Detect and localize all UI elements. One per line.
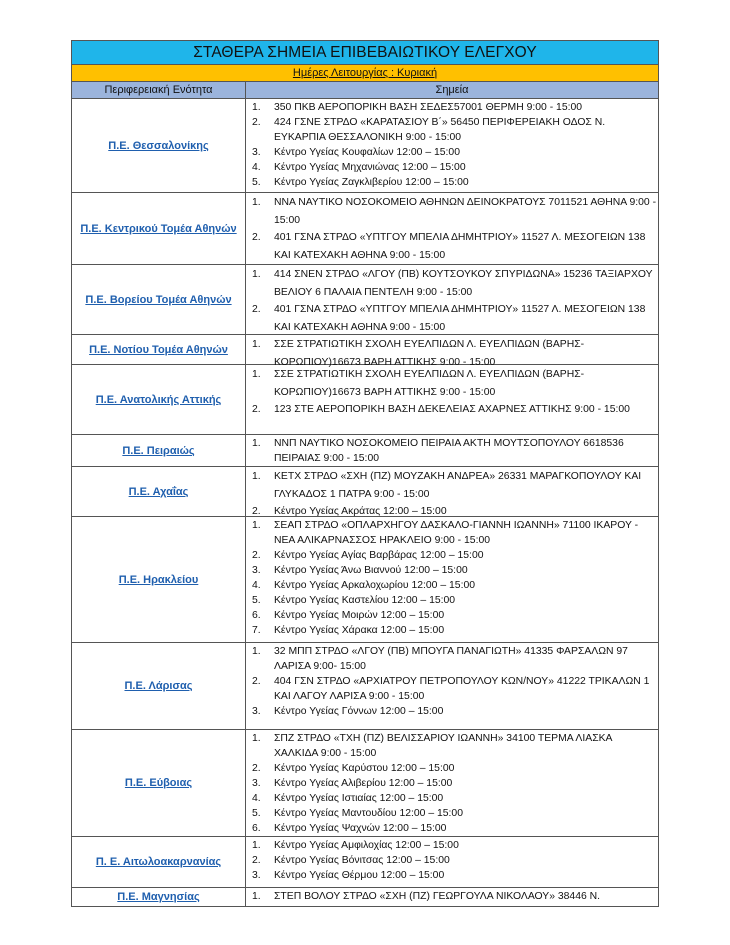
item-number: 1.: [252, 269, 261, 280]
points-list: [246, 193, 658, 264]
region-link[interactable]: Π.Ε. Ηρακλείου: [72, 517, 246, 642]
list-item: [252, 791, 658, 806]
item-text: ΝΝΠ ΝΑΥΤΙΚΟ ΝΟΣΟΚΟΜΕΙΟ ΠΕΙΡΑΙΑ ΑΚΤΗ ΜΟΥΤΣΟΠΟΥΛΟΥ 6618536 ΠΕΙΡΑΙΑΣ 9:00 - 15:00: [274, 438, 624, 464]
list-item: [252, 115, 658, 145]
item-text: Κέντρο Υγείας Ζαγκλιβερίου 12:00 – 15:00: [274, 177, 469, 188]
list-item: [252, 563, 658, 578]
item-text: ΣΕΑΠ ΣΤΡΔΟ «ΟΠΛΑΡΧΗΓΟΥ ΔΑΣΚΑΛΟ-ΓΙΑΝΝΗ ΙΩΑΝΝΗ» 71100 ΙΚΑΡΟΥ - ΝΕΑ ΑΛΙΚΑΡΝΑΣΣΟΣ ΗΡΑΚΛΕΙΟ 9:00 - 15:00: [274, 520, 639, 546]
item-number: 7.: [252, 625, 261, 636]
table-body: [72, 99, 658, 906]
region-link[interactable]: Π.Ε. Βορείου Τομέα Αθηνών: [72, 265, 246, 334]
points-list: [246, 517, 658, 642]
item-text: Κέντρο Υγείας Αλιβερίου 12:00 – 15:00: [274, 778, 453, 789]
points-list: [246, 643, 658, 729]
region-link[interactable]: Π.Ε. Λάρισας: [72, 643, 246, 729]
table-row: [72, 435, 658, 467]
points-list: [246, 730, 658, 836]
operating-days: Ημέρες Λειτουργίας : Κυριακή: [72, 65, 658, 82]
list-item: [252, 145, 658, 160]
points-list: [246, 435, 658, 466]
item-text: Κέντρο Υγείας Ιστιαίας 12:00 – 15:00: [274, 793, 444, 804]
item-text: ΣΤΕΠ ΒΟΛΟΥ ΣΤΡΔΟ «ΣΧΗ (ΠΖ) ΓΕΩΡΓΟΥΛΑ ΝΙΚΟΛΑΟΥ» 38446 Ν.: [274, 891, 601, 902]
item-text: Κέντρο Υγείας Θέρμου 12:00 – 15:00: [274, 870, 445, 881]
item-number: 4.: [252, 162, 261, 173]
table-row: [72, 517, 658, 643]
points-list: [246, 837, 658, 887]
list-item: [252, 366, 658, 401]
points-list: [246, 265, 658, 334]
item-number: 5.: [252, 177, 261, 188]
item-number: 2.: [252, 676, 261, 687]
table-row: [72, 643, 658, 730]
region-link[interactable]: Π.Ε. Εύβοιας: [72, 730, 246, 836]
region-link[interactable]: Π.Ε. Αχαΐας: [72, 467, 246, 516]
points-list: [246, 365, 658, 434]
item-text: 123 ΣΤΕ ΑΕΡΟΠΟΡΙΚΗ ΒΑΣΗ ΔΕΚΕΛΕΙΑΣ ΑΧΑΡΝΕΣ ΑΤΤΙΚΗΣ 9:00 - 15:00: [274, 404, 630, 415]
region-link[interactable]: Π.Ε. Κεντρικού Τομέα Αθηνών: [72, 193, 246, 264]
list-item: [252, 731, 658, 761]
item-text: Κέντρο Υγείας Βόνιτσας 12:00 – 15:00: [274, 855, 450, 866]
item-text: Κέντρο Υγείας Γόννων 12:00 – 15:00: [274, 706, 444, 717]
column-headers: [72, 82, 658, 99]
item-text: ΝΝΑ ΝΑΥΤΙΚΟ ΝΟΣΟΚΟΜΕΙΟ ΑΘΗΝΩΝ ΔΕΙΝΟΚΡΑΤΟΥΣ 7011521 ΑΘΗΝΑ 9:00 - 15:00: [274, 197, 657, 226]
points-list: [246, 888, 658, 906]
list-item: [252, 868, 658, 883]
region-link[interactable]: Π.Ε. Μαγνησίας: [72, 888, 246, 906]
points-list: [246, 335, 658, 368]
points-list: [246, 467, 658, 516]
item-number: 1.: [252, 102, 261, 113]
item-text: 401 ΓΣΝΑ ΣΤΡΔΟ «ΥΠΤΓΟΥ ΜΠΕΛΙΑ ΔΗΜΗΤΡΙΟΥ» 11527 Λ. ΜΕΣΟΓΕΙΩΝ 138 ΚΑΙ ΚΑΤΕΧΑΚΗ ΑΘΗΝΑ 9:00 - 15:00: [274, 232, 646, 261]
item-number: 4.: [252, 793, 261, 804]
item-text: 401 ΓΣΝΑ ΣΤΡΔΟ «ΥΠΤΓΟΥ ΜΠΕΛΙΑ ΔΗΜΗΤΡΙΟΥ» 11527 Λ. ΜΕΣΟΓΕΙΩΝ 138 ΚΑΙ ΚΑΤΕΧΑΚΗ ΑΘΗΝΑ 9:00 - 15:00: [274, 304, 646, 333]
table-row: [72, 730, 658, 837]
list-item: [252, 436, 658, 466]
list-item: [252, 401, 658, 419]
item-text: 32 ΜΠΠ ΣΤΡΔΟ «ΛΓΟΥ (ΠΒ) ΜΠΟΥΓΑ ΠΑΝΑΓΙΩΤΗ» 41335 ΦΑΡΣΑΛΩΝ 97 ΛΑΡΙΣΑ 9:00- 15:00: [274, 646, 628, 672]
list-item: [252, 548, 658, 563]
item-number: 2.: [252, 550, 261, 561]
list-item: [252, 593, 658, 608]
table-row: [72, 193, 658, 265]
item-number: 1.: [252, 891, 261, 902]
checkpoints-table: [71, 40, 659, 907]
item-text: Κέντρο Υγείας Ψαχνών 12:00 – 15:00: [274, 823, 447, 834]
table-title: ΣΤΑΘΕΡΑ ΣΗΜΕΙΑ ΕΠΙΒΕΒΑΙΩΤΙΚΟΥ ΕΛΕΓΧΟΥ: [72, 41, 658, 65]
list-item: [252, 838, 658, 853]
list-item: [252, 608, 658, 623]
item-number: 6.: [252, 823, 261, 834]
list-item: [252, 644, 658, 674]
item-text: ΚΕΤΧ ΣΤΡΔΟ «ΣΧΗ (ΠΖ) ΜΟΥΖΑΚΗ ΑΝΔΡΕΑ» 26331 ΜΑΡΑΓΚΟΠΟΥΛΟΥ ΚΑΙ ΓΛΥΚΑΔΟΣ 1 ΠΑΤΡΑ 9:00 - 15:00: [274, 471, 642, 500]
list-item: [252, 175, 658, 190]
item-text: ΣΠΖ ΣΤΡΔΟ «ΤΧΗ (ΠΖ) ΒΕΛΙΣΣΑΡΙΟΥ ΙΩΑΝΝΗ» 34100 ΤΕΡΜΑ ΛΙΑΣΚΑ ΧΑΛΚΙΔΑ 9:00 - 15:00: [274, 733, 612, 759]
item-number: 1.: [252, 733, 261, 744]
list-item: [252, 806, 658, 821]
item-text: Κέντρο Υγείας Άνω Βιαννού 12:00 – 15:00: [274, 565, 468, 576]
item-number: 2.: [252, 304, 261, 315]
table-row: [72, 99, 658, 193]
list-item: [252, 761, 658, 776]
item-text: Κέντρο Υγείας Κουφαλίων 12:00 – 15:00: [274, 147, 460, 158]
list-item: [252, 853, 658, 868]
item-number: 3.: [252, 778, 261, 789]
list-item: [252, 704, 658, 719]
list-item: [252, 160, 658, 175]
item-number: 3.: [252, 147, 261, 158]
list-item: [252, 821, 658, 836]
item-number: 3.: [252, 870, 261, 881]
item-number: 1.: [252, 339, 261, 350]
item-number: 1.: [252, 369, 261, 380]
list-item: [252, 578, 658, 593]
table-row: [72, 365, 658, 435]
list-item: [252, 266, 658, 301]
item-number: 1.: [252, 197, 261, 208]
item-number: 6.: [252, 610, 261, 621]
region-link[interactable]: Π.Ε. Νοτίου Τομέα Αθηνών: [72, 335, 246, 364]
region-link[interactable]: Π.Ε. Ανατολικής Αττικής: [72, 365, 246, 434]
item-text: Κέντρο Υγείας Αρκαλοχωρίου 12:00 – 15:00: [274, 580, 476, 591]
item-text: 404 ΓΣΝ ΣΤΡΔΟ «ΑΡΧΙΑΤΡΟΥ ΠΕΤΡΟΠΟΥΛΟΥ ΚΩΝ/ΝΟΥ» 41222 ΤΡΙΚΑΛΩΝ 1 ΚΑΙ ΛΑΓΟΥ ΛΑΡΙΣΑ 9:00 - 15:00: [274, 676, 650, 702]
points-list: [246, 99, 658, 192]
item-text: Κέντρο Υγείας Ακράτας 12:00 – 15:00: [274, 506, 447, 517]
item-number: 1.: [252, 840, 261, 851]
item-text: ΣΣΕ ΣΤΡΑΤΙΩΤΙΚΗ ΣΧΟΛΗ ΕΥΕΛΠΙΔΩΝ Λ. ΕΥΕΛΠΙΔΩΝ (ΒΑΡΗΣ-ΚΟΡΩΠΙΟΥ)16673 ΒΑΡΗ ΑΤΤΙΚΗΣ 9:00 - 15:00: [274, 339, 585, 368]
item-text: Κέντρο Υγείας Χάρακα 12:00 – 15:00: [274, 625, 445, 636]
item-text: ΣΣΕ ΣΤΡΑΤΙΩΤΙΚΗ ΣΧΟΛΗ ΕΥΕΛΠΙΔΩΝ Λ. ΕΥΕΛΠΙΔΩΝ (ΒΑΡΗΣ-ΚΟΡΩΠΙΟΥ)16673 ΒΑΡΗ ΑΤΤΙΚΗΣ 9:00 - 15:00: [274, 369, 585, 398]
item-text: Κέντρο Υγείας Μηχανιώνας 12:00 – 15:00: [274, 162, 466, 173]
item-text: Κέντρο Υγείας Αμφιλοχίας 12:00 – 15:00: [274, 840, 459, 851]
list-item: [252, 889, 658, 904]
list-item: [252, 229, 658, 264]
item-number: 2.: [252, 855, 261, 866]
item-number: 5.: [252, 595, 261, 606]
item-number: 2.: [252, 404, 261, 415]
item-number: 5.: [252, 808, 261, 819]
item-number: 1.: [252, 646, 261, 657]
item-text: 350 ΠΚΒ ΑΕΡΟΠΟΡΙΚΗ ΒΑΣΗ ΣΕΔΕΣ57001 ΘΕΡΜΗ 9:00 - 15:00: [274, 102, 583, 113]
list-item: [252, 301, 658, 336]
list-item: [252, 776, 658, 791]
table-row: [72, 888, 658, 906]
item-number: 1.: [252, 471, 261, 482]
table-row: [72, 837, 658, 888]
list-item: [252, 468, 658, 503]
item-number: 3.: [252, 706, 261, 717]
item-number: 1.: [252, 438, 261, 449]
table-row: [72, 335, 658, 368]
list-item: [252, 100, 658, 115]
column-header-region: Περιφερειακή Ενότητα: [72, 82, 246, 98]
table-row: [72, 265, 658, 335]
item-text: 424 ΓΣΝΕ ΣΤΡΔΟ «ΚΑΡΑΤΑΣΙΟΥ Β΄» 56450 ΠΕΡΙΦΕΡΕΙΑΚΗ ΟΔΟΣ Ν. ΕΥΚΑΡΠΙΑ ΘΕΣΣΑΛΟΝΙΚΗ 9:00 - 15:00: [274, 117, 606, 143]
region-link[interactable]: Π. Ε. Αιτωλοακαρνανίας: [72, 837, 246, 887]
item-text: Κέντρο Υγείας Καστελίου 12:00 – 15:00: [274, 595, 456, 606]
list-item: [252, 674, 658, 704]
item-text: Κέντρο Υγείας Αγίας Βαρβάρας 12:00 – 15:00: [274, 550, 484, 561]
item-number: 1.: [252, 520, 261, 531]
item-text: 414 ΣΝΕΝ ΣΤΡΔΟ «ΛΓΟΥ (ΠΒ) ΚΟΥΤΣΟΥΚΟΥ ΣΠΥΡΙΔΩΝΑ» 15236 ΤΑΞΙΑΡΧΟΥ ΒΕΛΙΟΥ 6 ΠΑΛΑΙΑ ΠΕΝΤΕΛΗ 9:00 - 15:00: [274, 269, 653, 298]
item-number: 2.: [252, 763, 261, 774]
list-item: [252, 194, 658, 229]
region-link[interactable]: Π.Ε. Πειραιώς: [72, 435, 246, 466]
column-header-points: Σημεία: [435, 84, 469, 96]
item-text: Κέντρο Υγείας Μοιρών 12:00 – 15:00: [274, 610, 445, 621]
item-number: 2.: [252, 232, 261, 243]
table-row: [72, 467, 658, 517]
item-number: 3.: [252, 565, 261, 576]
list-item: [252, 518, 658, 548]
item-number: 4.: [252, 580, 261, 591]
item-number: 2.: [252, 117, 261, 128]
region-link[interactable]: Π.Ε. Θεσσαλονίκης: [72, 99, 246, 192]
item-number: 2.: [252, 506, 261, 517]
item-text: Κέντρο Υγείας Μαντουδίου 12:00 – 15:00: [274, 808, 463, 819]
list-item: [252, 623, 658, 638]
item-text: Κέντρο Υγείας Καρύστου 12:00 – 15:00: [274, 763, 455, 774]
